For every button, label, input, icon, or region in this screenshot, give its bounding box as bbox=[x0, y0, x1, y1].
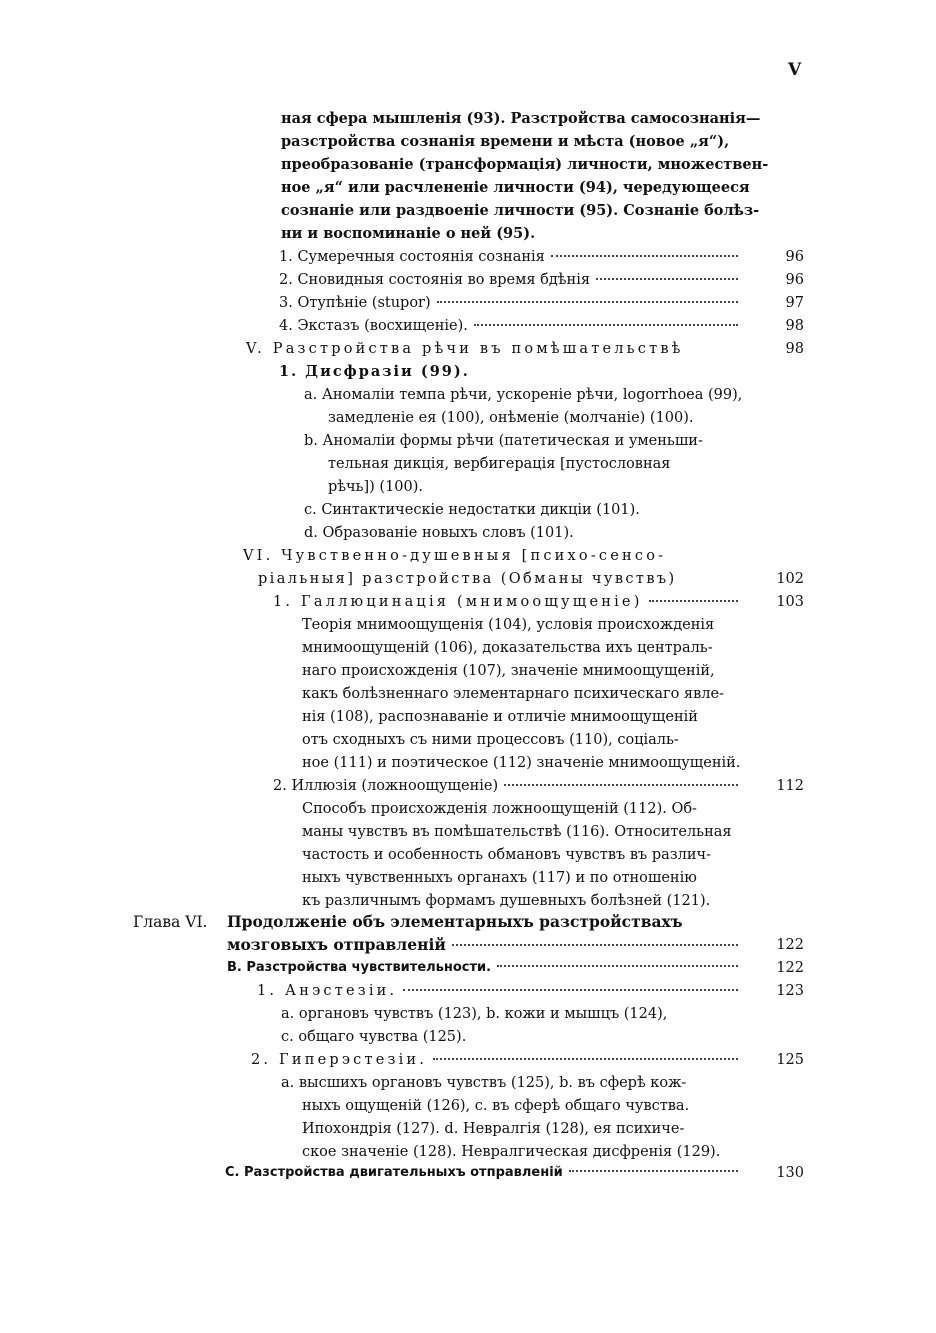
toc-item-text: a. высшихъ органовъ чувствъ (125), b. въ сферѣ кож- bbox=[281, 1075, 687, 1091]
toc-item-text: отъ сходныхъ съ ними процессовъ (110), соціаль- bbox=[302, 732, 679, 748]
toc-page-number: 98 bbox=[785, 341, 804, 357]
toc-section-v[interactable] bbox=[246, 338, 746, 360]
toc-entry-label: V. Разстройства рѣчи въ помѣшательствѣ bbox=[246, 341, 684, 357]
toc-page-number: 130 bbox=[776, 1165, 804, 1181]
toc-page-number: 102 bbox=[776, 571, 804, 587]
chapter-title-cont[interactable] bbox=[227, 934, 744, 956]
toc-entry[interactable] bbox=[279, 315, 744, 337]
toc-entry-label: 1. Сумеречныя состоянія сознанія bbox=[279, 249, 545, 265]
toc-subsection[interactable]: 1. Дисфразіи (99). bbox=[279, 363, 470, 380]
toc-page-number: 125 bbox=[776, 1052, 804, 1068]
toc-item-text: ныхъ чувственныхъ органахъ (117) и по отношенію bbox=[302, 870, 697, 886]
toc-section-vi-cont[interactable] bbox=[258, 568, 748, 590]
toc-section-b[interactable] bbox=[227, 957, 744, 979]
toc-page-number: 123 bbox=[776, 983, 804, 999]
toc-item-text: замедленіе ея (100), онѣменіе (молчаніе) (100). bbox=[328, 410, 694, 426]
toc-item-text: Способъ происхожденія ложноощущеній (112). Об- bbox=[302, 801, 697, 817]
toc-entry[interactable] bbox=[279, 292, 744, 314]
leader-dots bbox=[497, 965, 738, 967]
toc-section-vi[interactable]: VI. Чувственно-душевныя [психо-сенсо- bbox=[243, 548, 667, 564]
toc-item-text: a. Аномаліи темпа рѣчи, ускореніе рѣчи, logorrhoea (99), bbox=[304, 387, 743, 403]
leader-dots bbox=[433, 1058, 738, 1060]
toc-item-text: d. Образованіе новыхъ словъ (101). bbox=[304, 525, 574, 541]
toc-entry-label: 3. Отупѣніе (stupor) bbox=[279, 295, 431, 311]
toc-item-text: c. общаго чувства (125). bbox=[281, 1029, 467, 1045]
toc-entry-label: 2. Иллюзія (ложноощущеніе) bbox=[273, 778, 499, 794]
toc-item-text: ныхъ ощущеній (126), c. въ сферѣ общаго чувства. bbox=[302, 1098, 690, 1114]
toc-page-number: 96 bbox=[785, 249, 804, 265]
chapter-label: Глава VI. bbox=[133, 913, 208, 931]
leader-dots bbox=[403, 989, 738, 991]
para-line: ная сфера мышленія (93). Разстройства самосознанія— bbox=[281, 110, 761, 127]
toc-item-text: частость и особенность обмановъ чувствъ въ различ- bbox=[302, 847, 712, 863]
toc-entry[interactable] bbox=[273, 591, 744, 613]
para-line: ни и воспоминаніе о ней (95). bbox=[281, 225, 536, 242]
leader-dots bbox=[569, 1170, 738, 1172]
toc-item-text: нія (108), распознаваніе и отличіе мнимоощущеній bbox=[302, 709, 698, 725]
leader-dots bbox=[596, 278, 738, 280]
toc-item-text: ное (111) и поэтическое (112) значеніе мнимоощущеній. bbox=[302, 755, 741, 771]
toc-entry-label: C. Разстройства двигательныхъ отправленій bbox=[225, 1165, 563, 1180]
toc-entry[interactable] bbox=[257, 980, 744, 1002]
leader-dots bbox=[452, 944, 738, 946]
toc-page-number: 97 bbox=[785, 295, 804, 311]
toc-page-number: 103 bbox=[776, 594, 804, 610]
toc-section-c[interactable] bbox=[225, 1162, 744, 1184]
para-line: сознаніе или раздвоеніе личности (95). Сознаніе болѣз- bbox=[281, 202, 760, 219]
toc-entry-label: мозговыхъ отправленій bbox=[227, 935, 446, 954]
toc-entry-label: ріальныя] разстройства (Обманы чувствъ) bbox=[258, 571, 677, 587]
toc-entry-label: 4. Экстазъ (восхищеніе). bbox=[279, 318, 468, 334]
toc-entry-label: 2. Гиперэстезіи. bbox=[251, 1052, 428, 1068]
toc-item-text: тельная дикція, вербигерація [пустословная bbox=[328, 456, 671, 472]
toc-page-number: 122 bbox=[776, 937, 804, 953]
toc-item-text: какъ болѣзненнаго элементарнаго психическаго явле- bbox=[302, 686, 724, 702]
toc-item-text: наго происхожденія (107), значеніе мнимоощущеній, bbox=[302, 663, 715, 679]
toc-entry-label: 2. Сновидныя состоянія во время бдѣнія bbox=[279, 272, 590, 288]
toc-item-text: b. Аномаліи формы рѣчи (патетическая и уменьши- bbox=[304, 433, 703, 449]
para-line: разстройства сознанія времени и мѣста (новое „я“), bbox=[281, 133, 730, 150]
toc-page-number: 112 bbox=[776, 778, 804, 794]
leader-dots bbox=[504, 784, 738, 786]
toc-page-number: 96 bbox=[785, 272, 804, 288]
para-line: преобразованіе (трансформація) личности, множествен- bbox=[281, 156, 769, 173]
toc-item-text: ское значеніе (128). Невралгическая дисфренія (129). bbox=[302, 1144, 721, 1160]
toc-entry-label: B. Разстройства чувствительности. bbox=[227, 960, 492, 975]
toc-page-number: 98 bbox=[785, 318, 804, 334]
toc-entry-label: 1. Анэстезіи. bbox=[257, 983, 398, 999]
toc-entry-label: 1. Галлюцинація (мнимоощущеніе) bbox=[273, 594, 643, 610]
toc-entry[interactable] bbox=[279, 246, 744, 268]
toc-item-text: Теорія мнимоощущенія (104), условія происхожденія bbox=[302, 617, 715, 633]
leader-dots bbox=[474, 324, 738, 326]
toc-item-text: Ипохондрія (127). d. Невралгія (128), ея психиче- bbox=[302, 1121, 685, 1137]
toc-item-text: c. Синтактическіе недостатки дикціи (101). bbox=[304, 502, 640, 518]
toc-entry[interactable] bbox=[279, 269, 744, 291]
toc-item-text: мнимоощущеній (106), доказательства ихъ централь- bbox=[302, 640, 713, 656]
chapter-title[interactable]: Продолженіе объ элементарныхъ разстройствахъ bbox=[227, 912, 683, 931]
para-line: ное „я“ или расчлененіе личности (94), чередующееся bbox=[281, 179, 750, 196]
toc-item-text: a. органовъ чувствъ (123), b. кожи и мышцъ (124), bbox=[281, 1006, 668, 1022]
toc-page-number: 122 bbox=[776, 960, 804, 976]
toc-item-text: къ различнымъ формамъ душевныхъ болѣзней (121). bbox=[302, 893, 711, 909]
page-number: V bbox=[788, 60, 802, 80]
toc-entry[interactable] bbox=[273, 775, 744, 797]
leader-dots bbox=[551, 255, 738, 257]
leader-dots bbox=[649, 600, 738, 602]
toc-item-text: рѣчь]) (100). bbox=[328, 479, 424, 495]
toc-entry[interactable] bbox=[251, 1049, 744, 1071]
leader-dots bbox=[437, 301, 738, 303]
toc-item-text: маны чувствъ въ помѣшательствѣ (116). Относительная bbox=[302, 824, 732, 840]
